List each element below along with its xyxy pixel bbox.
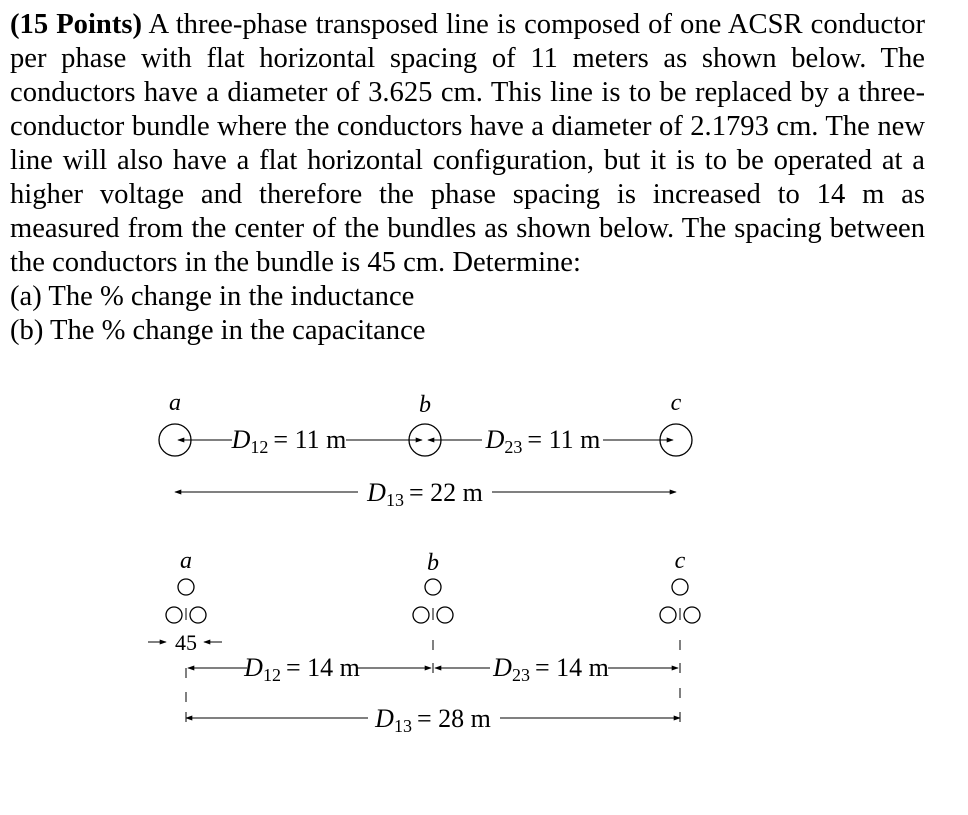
bundle-b [413, 579, 453, 623]
bundle-c [660, 579, 700, 623]
d13-label: D13 = 22 m [367, 478, 483, 510]
bundle-label-c: c [674, 548, 686, 574]
bundle-spacing-label: 45 [175, 630, 197, 655]
bundle-label-a: a [180, 548, 192, 574]
problem-body: A three-phase transposed line is composed of one ACSR conductor per phase with flat horizontal spacing of 11 meters as shown below. The conductors have a diameter of 3.625 cm. This line is to be replaced by a three-conductor bundle where the conductors have a diameter of 2.1793 cm. The new line will also have a flat horizontal configuration, but it is to be operated at a higher voltage and therefore the phase spacing is increased to 14 m as measured from the center of the bundles as shown below. The spacing between the conductors in the bundle is 45 cm. Determine: [10, 9, 925, 278]
bundle-d23-label: D23 = 14 m [493, 653, 609, 685]
phase-label-c: c [670, 390, 682, 416]
bundle-d12-label: D12 = 14 m [244, 653, 360, 685]
d23-label: D23 = 11 m [485, 425, 601, 457]
bundled-conductor-diagram [148, 548, 700, 736]
question-b: (b) The % change in the capacitance [10, 315, 426, 346]
d12-label: D12 = 11 m [231, 425, 347, 457]
points-label: (15 Points) [10, 9, 142, 40]
phase-label-b: b [419, 392, 431, 418]
question-a: (a) The % change in the inductance [10, 281, 415, 312]
bundle-label-b: b [427, 550, 439, 576]
bundle-a [166, 579, 206, 623]
single-conductor-diagram [159, 390, 692, 510]
phase-label-a: a [169, 390, 181, 416]
bundle-d13-label: D13 = 28 m [375, 704, 491, 736]
